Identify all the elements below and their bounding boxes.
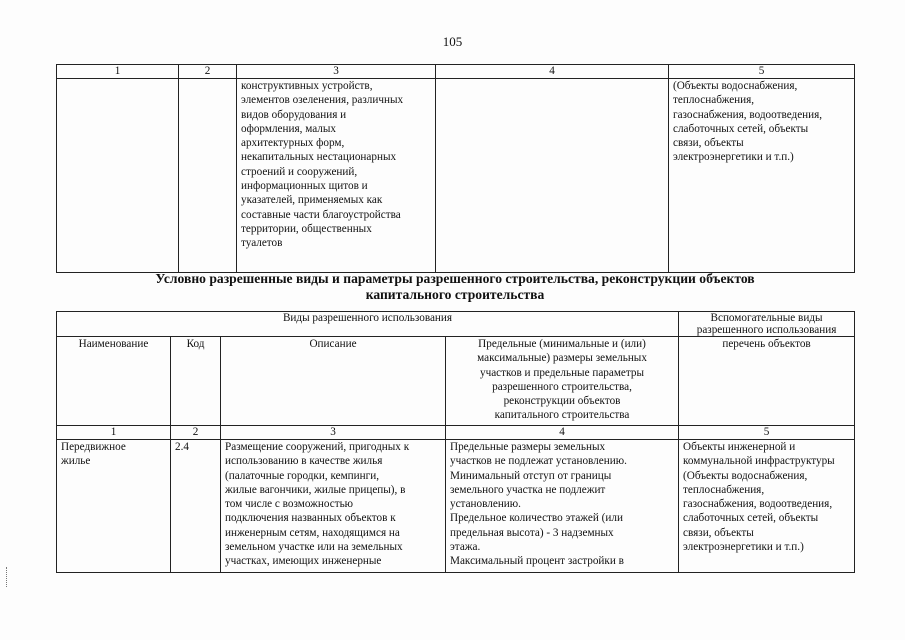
section-title: Условно разрешенные виды и параметры разрешенного строительства, реконструкции объектов капитального строительства <box>155 271 755 302</box>
name-cell <box>57 79 179 273</box>
table-row <box>57 79 855 273</box>
column-number: 5 <box>679 426 855 440</box>
column-number: 5 <box>669 65 855 79</box>
page-number: 105 <box>442 34 463 49</box>
header-params: Предельные (минимальные и (или) максимальные) размеры земельных участков и предельные параметры разрешенного строительства, реконструкции объектов капитального строительства <box>446 337 679 426</box>
table-row <box>57 440 855 573</box>
group-header-permitted-uses: Виды разрешенного использования <box>57 312 679 337</box>
group-header-row <box>57 312 855 337</box>
objects-cell: Объекты инженерной и коммунальной инфраструктуры (Объекты водоснабжения, теплоснабжения, газоснабжения, водоотведения, слаботочных сетей, объекты связи, объекты электроэнергетики и т.п.) <box>679 440 855 573</box>
objects-cell: (Объекты водоснабжения, теплоснабжения, газоснабжения, водоотведения, слаботочных сетей, объекты связи, объекты электроэнергетики и т.п.) <box>669 79 855 273</box>
header-code: Код <box>171 337 221 426</box>
column-number: 3 <box>237 65 436 79</box>
column-number: 4 <box>446 426 679 440</box>
column-number: 4 <box>436 65 669 79</box>
column-number: 2 <box>179 65 237 79</box>
continued-table <box>56 64 855 273</box>
column-number-row <box>57 65 855 79</box>
conditional-uses-table <box>56 311 855 573</box>
params-cell: Предельные размеры земельных участков не подлежат установлению. Минимальный отступ от границы земельного участка не подлежит установлению. Предельное количество этажей (или предельная высота) - 3 надземных этажа. Максимальный процент застройки в <box>446 440 679 573</box>
column-number: 3 <box>221 426 446 440</box>
code-cell <box>179 79 237 273</box>
header-name: Наименование <box>57 337 171 426</box>
code-cell: 2.4 <box>171 440 221 573</box>
group-header-auxiliary-uses: Вспомогательные виды разрешенного использования <box>679 312 855 337</box>
column-number: 1 <box>57 426 171 440</box>
header-description: Описание <box>221 337 446 426</box>
column-number: 1 <box>57 65 179 79</box>
description-cell: Размещение сооружений, пригодных к использованию в качестве жилья (палаточные городки, кемпинги, жилые вагончики, жилые прицепы), в том числе с возможностью подключения названных объектов к инженерным сетям, находящимся на земельном участке или на земельных участках, имеющих инженерные <box>221 440 446 573</box>
name-cell: Передвижное жилье <box>57 440 171 573</box>
column-number: 2 <box>171 426 221 440</box>
column-header-row <box>57 337 855 426</box>
header-objects: перечень объектов <box>679 337 855 426</box>
column-number-row <box>57 426 855 440</box>
params-cell <box>436 79 669 273</box>
description-cell: конструктивных устройств, элементов озеленения, различных видов оборудования и оформления, малых архитектурных форм, некапитальных нестационарных строений и сооружений, информационных щитов и указателей, применяемых как составные части благоустройства территории, общественных туалетов <box>237 79 436 273</box>
margin-scan-marks <box>6 567 11 587</box>
